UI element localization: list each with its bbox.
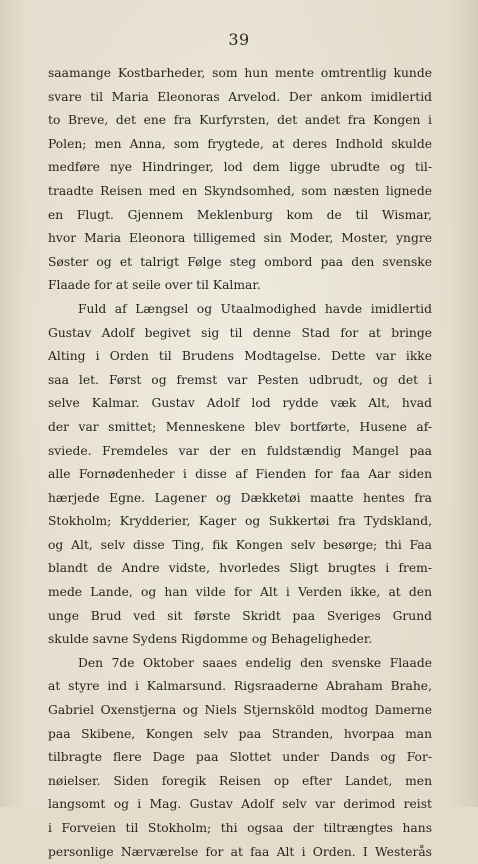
- text-line: sviede. Fremdeles var der en fuldstændig Mangel paa: [48, 443, 432, 458]
- text-line: saa let. Først og fremst var Pesten udbrudt, og det i: [48, 372, 432, 387]
- text-line: nøielser. Siden foregik Reisen op efter Landet, men: [48, 773, 432, 788]
- text-line: Gustav Adolf begivet sig til denne Stad for at bringe: [48, 325, 432, 340]
- body-text: [48, 62, 432, 864]
- text-line: Alting i Orden til Brudens Modtagelse. Dette var ikke: [48, 349, 432, 364]
- text-line: Flaade for at seile over til Kalmar.: [48, 278, 261, 293]
- text-line: paa Skibene, Kongen selv paa Stranden, hvorpaa man: [48, 726, 432, 741]
- text-line: Gabriel Oxenstjerna og Niels Stjernsköld modtog Damerne: [48, 703, 432, 718]
- text-line: mede Lande, og han vilde for Alt i Verden ikke, at den: [48, 585, 432, 600]
- text-line: og Alt, selv disse Ting, fik Kongen selv besørge; thi Faa: [48, 537, 432, 552]
- text-line: hvor Maria Eleonora tilligemed sin Moder, Moster, yngre: [48, 231, 432, 246]
- text-line: langsomt og i Mag. Gustav Adolf selv var derimod reist: [48, 797, 432, 812]
- text-line: traadte Reisen med en Skyndsomhed, som næsten lignede: [48, 183, 432, 198]
- text-line: to Breve, det ene fra Kurfyrsten, det andet fra Kongen i: [48, 113, 432, 128]
- text-line: tilbragte flere Dage paa Slottet under Dands og For-: [48, 750, 432, 765]
- text-line: hærjede Egne. Lagener og Dækketøi maatte hentes fra: [48, 490, 432, 505]
- text-line: at styre ind i Kalmarsund. Rigsraaderne Abraham Brahe,: [48, 679, 432, 694]
- text-line: i Forveien til Stokholm; thi ogsaa der tiltrængtes hans: [48, 821, 432, 835]
- page-number: 39: [228, 30, 250, 49]
- text-line: en Flugt. Gjennem Meklenburg kom de til Wismar,: [48, 207, 432, 222]
- text-line: der var smittet; Menneskene blev bortførte, Husene af-: [48, 419, 432, 434]
- text-line: medføre nye Hindringer, lod dem ligge ubrudte og til-: [48, 160, 432, 175]
- text-line: Den 7de Oktober saaes endelig den svenske Flaade: [78, 655, 432, 670]
- text-line: svare til Maria Eleonoras Arvelod. Der ankom imidlertid: [48, 89, 432, 104]
- text-line: skulde savne Sydens Rigdomme og Behageligheder.: [48, 632, 373, 647]
- text-line: blandt de Andre vidste, hvorledes Sligt brugtes i frem-: [48, 561, 432, 576]
- text-line: saamange Kostbarheder, som hun mente omtrentlig kunde: [48, 66, 432, 80]
- text-line: Polen; men Anna, som frygtede, at deres Indhold skulde: [48, 136, 432, 151]
- text-line: personlige Nærværelse for at faa Alt i Orden. I Westerås: [48, 844, 432, 859]
- text-line: Stokholm; Krydderier, Kager og Sukkertøi fra Tydskland,: [48, 514, 432, 529]
- text-line: unge Brud ved sit første Skridt paa Sveriges Grund: [48, 608, 432, 623]
- text-line: Søster og et talrigt Følge steg ombord paa den svenske: [48, 254, 432, 269]
- text-line: Fuld af Længsel og Utaalmodighed havde imidlertid: [78, 301, 432, 316]
- text-line: alle Fornødenheder i disse af Fienden for faa Aar siden: [48, 467, 432, 482]
- text-line: selve Kalmar. Gustav Adolf lod rydde væk Alt, hvad: [48, 396, 432, 411]
